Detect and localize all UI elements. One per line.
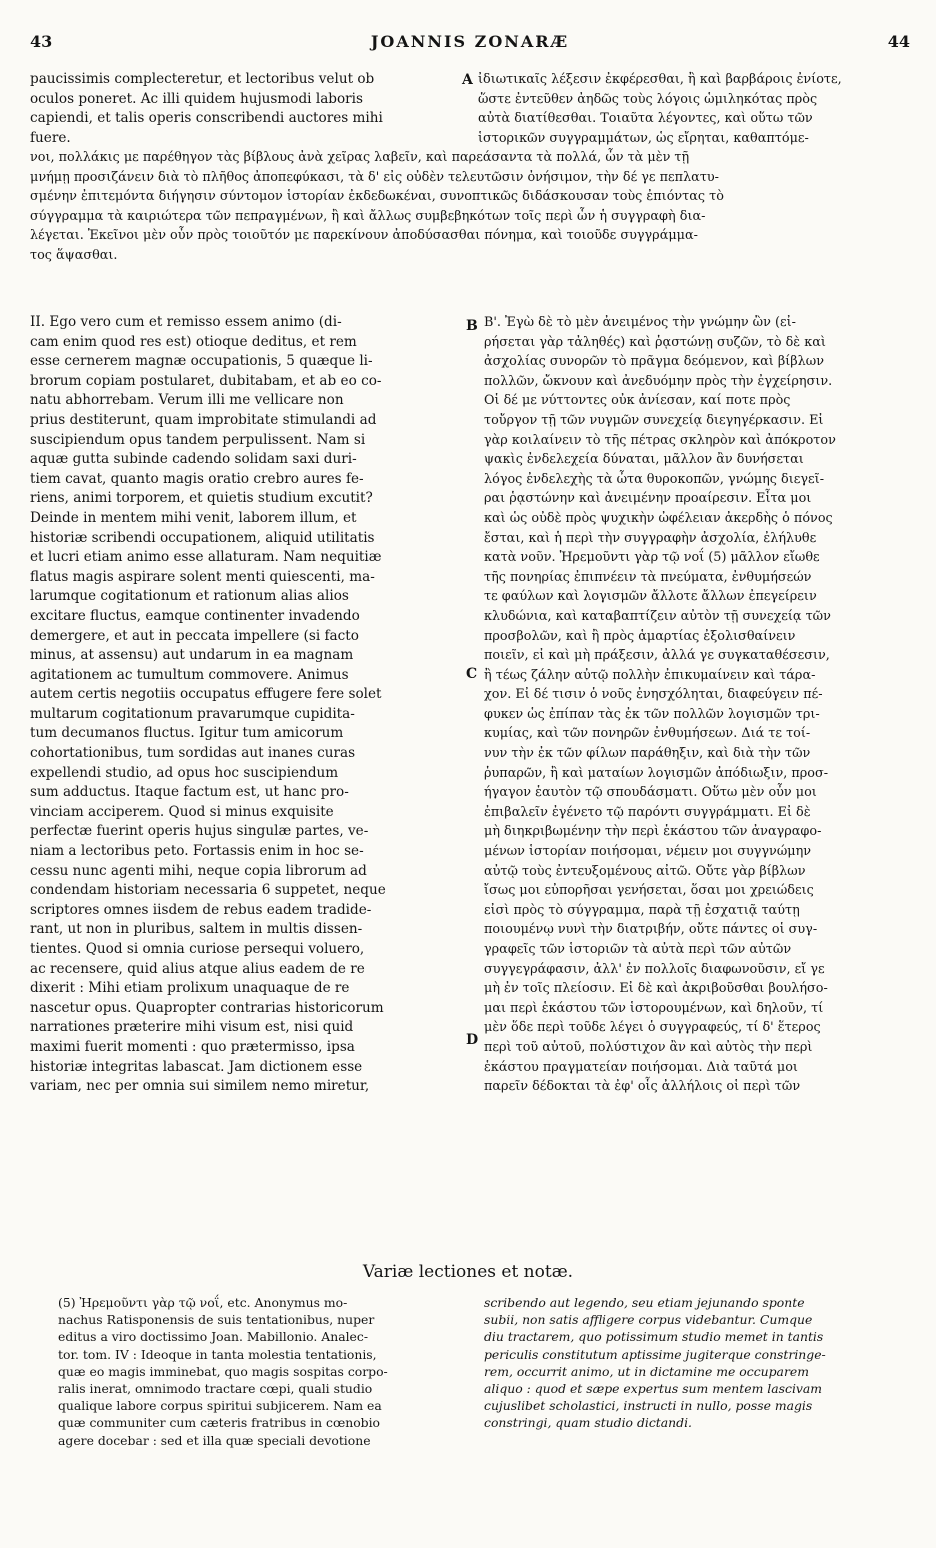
- greek-main-text: Β'. Ἐγὼ δὲ τὸ μὲν ἀνειμένος τὴν γνώμην ὢν (εἰ- ρήσεται γὰρ τἀληθές) καὶ ῥᾳστώνῃ συζῶν, τὸ δὲ καὶ ἀσχολίας συνορῶν τὸ πρᾶγμα δεόμενον, καὶ βίβλων πολλῶν, ὤκνουν καὶ ἀνεδυόμην πρὸς τὴν ἐγχείρησιν. Οἱ δέ με νύττοντες οὐκ ἀνίεσαν, καί ποτε πρὸς τοὔργον τῇ τῶν νυγμῶν συνεχείᾳ διεγηγέρκασιν. Εἰ γὰρ κοιλαίνειν τὸ τῆς πέτρας σκληρὸν καὶ ἀπόκροτον ψακὶς ἐνδελεχεία δύναται, μᾶλλον ἂν δυνήσεται λόγος ἐνδελεχὴς τὰ ὦτα θυροκοπῶν, γνώμης διεγεῖ- ραι ῥᾳστώνην καὶ ἀνειμένην προαίρεσιν. Εἶτα μοι καὶ ὡς οὐδὲ πρὸς ψυχικὴν ὠφέλειαν ἀκερδὴς ὁ πόνος ἔσται, καὶ ἡ περὶ τὴν συγγραφὴν ἀσχολία, ἐλήλυθε κατὰ νοῦν. Ἠρεμοῦντι γὰρ τῷ νοΐ (5) μᾶλλον εἴωθε τῆς πονηρίας ἐπιπνέειν τὰ πνεύματα, ἐνθυμήσεών τε φαύλων καὶ λογισμῶν ἄλλοτε ἄλλων ἐπεγείρειν κλυδώνια, καὶ καταβαπτίζειν αὐτὸν τῇ συνεχείᾳ τῶν προσβολῶν, καὶ ἢ πρὸς ἁμαρτίας ἐξολισθαίνειν ποιεῖν, εἰ καὶ μὴ πράξεσιν, ἀλλά γε συγκαταθέσεσιν, ἢ τέως ζάλην αὐτῷ πολλὴν ἐπικυμαίνειν καὶ τάρα- χον. Εἰ δέ τισιν ὁ νοῦς ἐνησχόληται, διαφεύγειν πέ- φυκεν ὡς ἐπίπαν τὰς ἐκ τῶν πολλῶν λογισμῶν τρι- κυμίας, καὶ τῶν πονηρῶν ἐνθυμήσεων. Διά τε τοί- νυν τὴν ἐκ τῶν φίλων παράθηξιν, καὶ διὰ τὴν τῶν ῥυπαρῶν, ἢ καὶ ματαίων λογισμῶν ἀπόδιωξιν, προσ- ήγαγον ἑαυτὸν τῷ σπουδάσματι. Οὕτω μὲν οὖν μοι ἐπιβαλεῖν ἐγένετο τῷ παρόντι συγγράμματι. Εἰ δὲ μὴ διηκριβωμένην τὴν περὶ ἑκάστου τῶν ἀναγραφο- μένων ἱστορίαν ποιήσομαι, νέμειν μοι συγγνώμην αὐτῷ τοὺς ἐντευξομένους αἰτῶ. Οὔτε γὰρ βίβλων ἴσως μοι εὐπορῆσαι γενήσεται, ὅσαι μοι χρειώδεις εἰσὶ πρὸς τὸ σύγγραμμα, παρὰ τῇ ἐσχατιᾷ ταύτῃ ποιουμένῳ νυνὶ τὴν διατριβήν, οὔτε πάντες οἱ συγ- γραφεῖς τῶν ἱστοριῶν τὰ αὐτὰ περὶ τῶν αὐτῶν συγγεγράφασιν, ἀλλ' ἐν πολλοῖς διαφωνοῦσιν, εἴ γε μὴ ἐν τοῖς πλείοσιν. Εἰ δὲ καὶ ἀκριβοῦσθαι βουλήσο- μαι περὶ ἑκάστου τῶν ἱστορουμένων, καὶ δηλοῦν, τί μὲν ὅδε περὶ τοῦδε λέγει ὁ συγγραφεύς, τί δ' ἕτερος περὶ τοῦ αὐτοῦ, πολύστιχον ἂν καὶ αὐτὸς τὴν περὶ ἑκάστου πραγματείαν ποιήσομαι. Διὰ ταῦτά μοι παρεῖν δέδοκται τὰ ἐφ' οἷς ἀλλήλοις οἱ περὶ τῶν: [484, 315, 836, 1095]
- margin-letter-a: A: [462, 72, 473, 88]
- latin-intro-text: paucissimis complecteretur, et lectoribus velut ob oculos poneret. Ac illi quidem hujusmodi laboris capiendi, et talis operis conscribendi auctores mihi fuere.: [30, 71, 383, 146]
- page-number-left: 43: [30, 32, 53, 51]
- margin-letter-b: B: [466, 318, 478, 334]
- note-left-column: (5) Ἠρεμοῦντι γὰρ τῷ νοΐ, etc. Anonymus mo- nachus Ratisponensis de suis tentationibus, nuper editus a viro doctissimo Joan. Mabillonio. Analec- tor. tom. IV : Ideoque in tanta molestia tentationis, quæ eo magis imminebat, quo magis sospitas corpo- ralis inerat, omnimodo tractare cœpi, quali studio qualique labore corpus spiritui subjicerem. Nam ea quæ communiter cum cæteris fratribus in cœnobio agere docebar : sed et illa quæ speciali devotione: [58, 1295, 388, 1448]
- margin-letter-c: C: [466, 666, 478, 682]
- page-number-right: 44: [887, 32, 910, 51]
- note-right-column: scribendo aut legendo, seu etiam jejunando sponte subii, non satis affligere corpus videbantur. Cumque diu tractarem, quo potissimum studio memet in tantis periculis constitutum aptissime jugiterque constringe- rem, occurrit animo, ut in dictamine me occuparem aliquo : quod et sæpe expertus sum mentem lascivam cujuslibet scholastici, instructi in nullo, posse magis constringi, quam studio dictandi.: [484, 1295, 826, 1431]
- greek-intro-text: ἰδιωτικαῖς λέξεσιν ἐκφέρεσθαι, ἢ καὶ βαρβάροις ἐνίοτε, ὥστε ἐντεῦθεν ἀηδῶς τοὺς λόγοις ὡμιληκότας πρὸς αὐτὰ διατίθεσθαι. Τοιαῦτα λέγοντες, καὶ οὕτω τῶν ἱστορικῶν συγγραμμάτων, ὡς εἴρηται, καθαπτόμε-: [478, 72, 842, 146]
- notes-heading: Variæ lectiones et notæ.: [362, 1262, 574, 1282]
- running-header: [30, 32, 910, 56]
- latin-main-text: II. Ego vero cum et remisso essem animo (di- cam enim quod res est) otioque deditus, et rem esse cernerem magnæ occupationis, 5 quæque li- brorum copiam postularet, dubitabam, et ab eo co- natu abhorrebam. Verum illi me vellicare non prius destiterunt, quam improbitate stimulandi ad suscipiendum opus tandem perpulissent. Nam si aquæ gutta subinde cadendo solidam saxi duri- tiem cavat, quanto magis oratio crebro aures fe- riens, animi torporem, et quietis studium excutit? Deinde in mentem mihi venit, laborem illum, et historiæ scribendi occupationem, aliquid utilitatis et lucri etiam animo esse allaturam. Nam nequitiæ flatus magis aspirare solent menti quiescenti, ma- larumque cogitationum et rationum alias alios excitare fluctus, eamque continenter invadendo demergere, et aut in peccata impellere (si facto minus, at assensu) aut undarum in ea magnam agitationem ac tumultum commovere. Animus autem certis negotiis occupatus effugere fere solet multarum cogitationum pravarumque cupidita- tum decumanos fluctus. Igitur tum amicorum cohortationibus, tum sordidas aut inanes curas expellendi studio, ad opus hoc suscipiendum sum adductus. Itaque factum est, ut hanc pro- vinciam acciperem. Quod si minus exquisite perfectæ fuerint operis hujus singulæ partes, ve- niam a lectoribus peto. Fortassis enim in hoc se- cessu nunc agenti mihi, neque copia librorum ad condendam historiam necessaria 6 suppetet, neque scriptores omnes iisdem de rebus eadem tradide- rant, ut non in pluribus, saltem in multis dissen- tientes. Quod si omnia curiose persequi voluero, ac recensere, quid alius atque alius eadem de re dixerit : Mihi etiam prolixum unaquaque de re nascetur opus. Quapropter contrarias historicorum narrationes præterire mihi visum est, nisi quid maximi fuerit momenti : quo prætermisso, ipsa historiæ integritas labascat. Jam dictionem esse variam, nec per omnia sui similem nemo miretur,: [30, 314, 386, 1095]
- greek-full-width-text: νοι, πολλάκις με παρέθηγον τὰς βίβλους ἀνὰ χεῖρας λαβεῖν, καὶ παρεάσαντα τὰ πολλά, ὧν τὰ μὲν τῇ μνήμῃ προσιζάνειν διὰ τὸ πλῆθος ἀποπεφύκασι, τὰ δ' εἰς οὐδὲν τελευτῶσιν ὀνήσιμον, τὴν δέ γε πεπλατυ- σμένην ἐπιτεμόντα διήγησιν σύντομον ἱστορίαν ἐκδεδωκέναι, συνοπτικῶς διδάσκουσαν τοὺς ἐπιόντας τὸ σύγγραμμα τὰ καιριώτερα τῶν πεπραγμένων, ἢ καὶ ἄλλως συμβεβηκότων τοῖς περὶ ὧν ἡ συγγραφὴ δια- λέγεται. Ἐκεῖνοι μὲν οὖν πρὸς τοιοῦτόν με παρεκίνουν ἀποδύσασθαι πόνημα, καὶ τοιοῦδε συγγράμμα- τος ἅψασθαι.: [30, 150, 724, 263]
- running-title: JOANNIS ZONARÆ: [370, 32, 570, 51]
- margin-letter-d: D: [466, 1032, 479, 1048]
